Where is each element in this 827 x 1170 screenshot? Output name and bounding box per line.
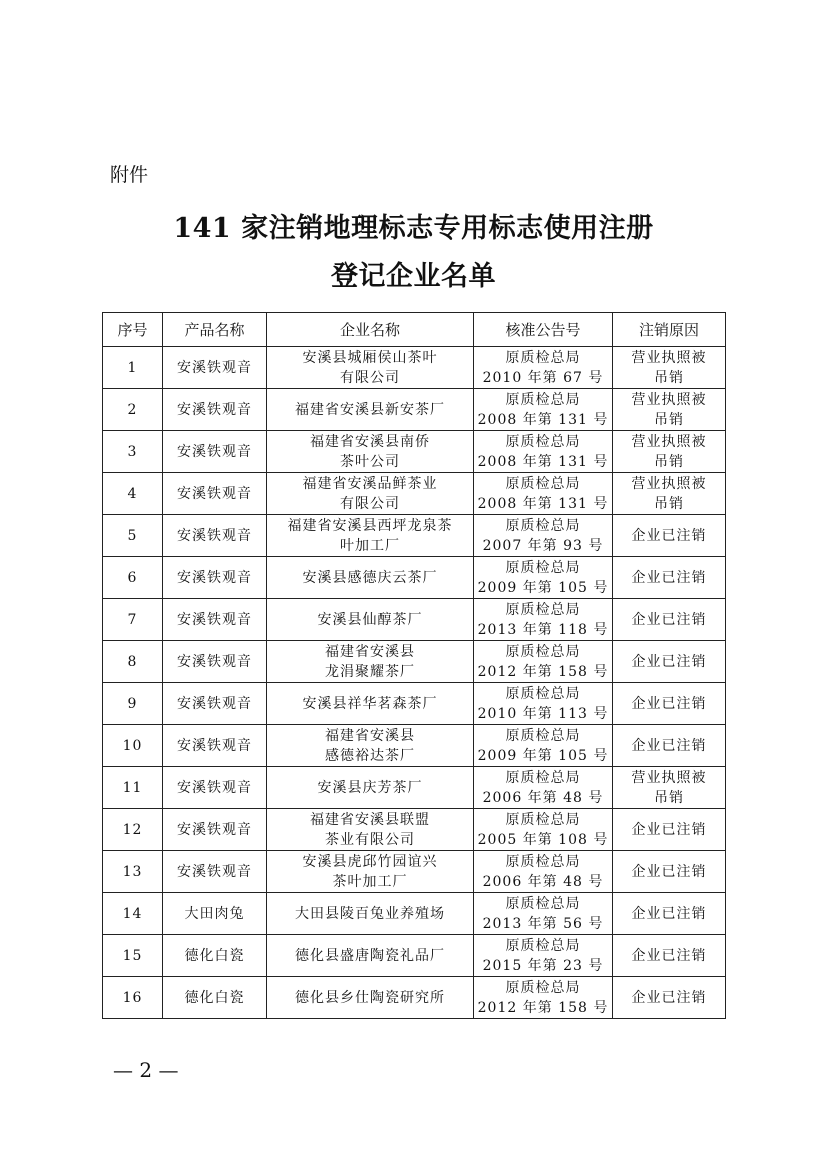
- header-company: 企业名称: [267, 313, 474, 347]
- cell-company: [267, 977, 474, 1019]
- cell-serial: 14: [103, 893, 163, 935]
- cell-reason-line: 企业已注销: [631, 905, 707, 922]
- cell-serial: 13: [103, 851, 163, 893]
- cell-notice: [474, 809, 613, 851]
- cell-company: [267, 473, 474, 515]
- cell-notice-line: 原质检总局: [505, 601, 581, 618]
- cell-reason-line: 企业已注销: [631, 821, 707, 838]
- cell-notice: [474, 389, 613, 431]
- document-title-line-2: 登记企业名单: [331, 261, 496, 292]
- cell-notice-line: 2013 年第 118 号: [477, 621, 609, 638]
- table-row: [103, 473, 726, 515]
- cell-company: [267, 515, 474, 557]
- cell-company-line: 德化县乡仕陶瓷研究所: [295, 989, 445, 1006]
- cell-company: [267, 431, 474, 473]
- cell-company: [267, 347, 474, 389]
- cell-product: 安溪铁观音: [163, 473, 267, 515]
- cell-product: 德化白瓷: [163, 935, 267, 977]
- cell-notice-line: 2008 年第 131 号: [477, 495, 609, 512]
- cell-product: 德化白瓷: [163, 977, 267, 1019]
- cell-notice: [474, 515, 613, 557]
- registration-table: [102, 312, 726, 1019]
- cell-reason: [613, 515, 726, 557]
- cell-reason: [613, 347, 726, 389]
- cell-notice-line: 原质检总局: [505, 727, 581, 744]
- cell-reason-line: 营业执照被: [631, 349, 707, 366]
- cell-serial: 8: [103, 641, 163, 683]
- cell-company: [267, 557, 474, 599]
- cell-notice-line: 2008 年第 131 号: [477, 453, 609, 470]
- cell-company-line: 大田县陵百兔业养殖场: [295, 905, 445, 922]
- cell-reason: [613, 935, 726, 977]
- table-row: [103, 641, 726, 683]
- table-body: [103, 347, 726, 1019]
- cell-company-line: 有限公司: [340, 495, 400, 512]
- table-row: [103, 557, 726, 599]
- cell-notice: [474, 473, 613, 515]
- cell-reason: [613, 725, 726, 767]
- cell-reason-line: 营业执照被: [631, 391, 707, 408]
- cell-notice-line: 原质检总局: [505, 811, 581, 828]
- cell-product: 安溪铁观音: [163, 347, 267, 389]
- cell-product: 安溪铁观音: [163, 515, 267, 557]
- cell-serial: 16: [103, 977, 163, 1019]
- cell-reason: [613, 683, 726, 725]
- cell-reason: [613, 851, 726, 893]
- cell-product: 大田肉兔: [163, 893, 267, 935]
- cell-notice-line: 2007 年第 93 号: [482, 537, 604, 554]
- table-row: [103, 347, 726, 389]
- attachment-label: 附件: [110, 164, 149, 186]
- cell-notice: [474, 851, 613, 893]
- cell-notice: [474, 641, 613, 683]
- cell-company-line: 安溪县祥华茗森茶厂: [302, 695, 438, 712]
- cell-company-line: 德化县盛唐陶瓷礼品厂: [295, 947, 445, 964]
- cell-company-line: 茶业有限公司: [325, 831, 415, 848]
- cell-reason: [613, 767, 726, 809]
- cell-reason-line: 吊销: [654, 369, 684, 386]
- cell-serial: 6: [103, 557, 163, 599]
- cell-company: [267, 809, 474, 851]
- cell-serial: 2: [103, 389, 163, 431]
- cell-notice: [474, 599, 613, 641]
- cell-serial: 5: [103, 515, 163, 557]
- cell-notice-line: 原质检总局: [505, 685, 581, 702]
- table-row: [103, 725, 726, 767]
- cell-product: 安溪铁观音: [163, 389, 267, 431]
- cell-notice-line: 原质检总局: [505, 979, 581, 996]
- cell-notice-line: 原质检总局: [505, 517, 581, 534]
- table-row: [103, 767, 726, 809]
- cell-company: [267, 935, 474, 977]
- cell-reason: [613, 977, 726, 1019]
- cell-notice: [474, 431, 613, 473]
- cell-reason: [613, 431, 726, 473]
- cell-reason: [613, 473, 726, 515]
- cell-notice-line: 2013 年第 56 号: [482, 915, 604, 932]
- cell-reason-line: 企业已注销: [631, 989, 707, 1006]
- cell-reason-line: 企业已注销: [631, 611, 707, 628]
- cell-notice-line: 2008 年第 131 号: [477, 411, 609, 428]
- cell-notice-line: 2010 年第 67 号: [482, 369, 604, 386]
- cell-notice-line: 2005 年第 108 号: [477, 831, 609, 848]
- header-notice: 核准公告号: [474, 313, 613, 347]
- cell-reason: [613, 599, 726, 641]
- cell-product: 安溪铁观音: [163, 725, 267, 767]
- cell-notice-line: 原质检总局: [505, 391, 581, 408]
- cell-serial: 15: [103, 935, 163, 977]
- cell-reason-line: 企业已注销: [631, 863, 707, 880]
- cell-notice-line: 2009 年第 105 号: [477, 747, 609, 764]
- cell-company-line: 安溪县仙醇茶厂: [317, 611, 423, 628]
- cell-reason-line: 营业执照被: [631, 769, 707, 786]
- table-row: [103, 599, 726, 641]
- cell-company-line: 福建省安溪县: [325, 727, 415, 744]
- cell-company: [267, 683, 474, 725]
- cell-company-line: 龙涓聚耀茶厂: [325, 663, 415, 680]
- cell-notice-line: 原质检总局: [505, 643, 581, 660]
- cell-company: [267, 893, 474, 935]
- cell-serial: 9: [103, 683, 163, 725]
- cell-product: 安溪铁观音: [163, 599, 267, 641]
- cell-company-line: 福建省安溪县西坪龙泉茶: [287, 517, 453, 534]
- page-number: — 2 —: [113, 1058, 179, 1082]
- cell-notice: [474, 935, 613, 977]
- cell-company-line: 福建省安溪县新安茶厂: [295, 401, 445, 418]
- cell-product: 安溪铁观音: [163, 431, 267, 473]
- cell-reason-line: 企业已注销: [631, 947, 707, 964]
- cell-reason: [613, 809, 726, 851]
- header-product: 产品名称: [163, 313, 267, 347]
- cell-reason: [613, 557, 726, 599]
- cell-notice: [474, 347, 613, 389]
- header-reason: 注销原因: [613, 313, 726, 347]
- cell-notice: [474, 893, 613, 935]
- cell-reason-line: 营业执照被: [631, 475, 707, 492]
- cell-reason: [613, 389, 726, 431]
- table-row: [103, 935, 726, 977]
- table-row: [103, 683, 726, 725]
- cell-company-line: 福建省安溪县联盟: [310, 811, 430, 828]
- cell-notice-line: 原质检总局: [505, 895, 581, 912]
- cell-notice: [474, 557, 613, 599]
- cell-serial: 3: [103, 431, 163, 473]
- cell-reason: [613, 893, 726, 935]
- cell-company-line: 福建省安溪县南侨: [310, 433, 430, 450]
- cell-notice-line: 2006 年第 48 号: [482, 873, 604, 890]
- cell-notice-line: 2012 年第 158 号: [477, 663, 609, 680]
- cell-reason-line: 企业已注销: [631, 737, 707, 754]
- cell-company: [267, 725, 474, 767]
- table-row: [103, 431, 726, 473]
- cell-company-line: 茶叶公司: [340, 453, 400, 470]
- table-row: [103, 515, 726, 557]
- cell-company-line: 安溪县庆芳茶厂: [317, 779, 423, 796]
- cell-company: [267, 599, 474, 641]
- header-serial: 序号: [103, 313, 163, 347]
- cell-notice-line: 原质检总局: [505, 937, 581, 954]
- cell-company-line: 茶叶加工厂: [332, 873, 408, 890]
- cell-notice-line: 2012 年第 158 号: [477, 999, 609, 1016]
- cell-serial: 12: [103, 809, 163, 851]
- cell-notice: [474, 767, 613, 809]
- table-row: [103, 977, 726, 1019]
- cell-serial: 11: [103, 767, 163, 809]
- cell-company-line: 福建省安溪县: [325, 643, 415, 660]
- cell-serial: 1: [103, 347, 163, 389]
- document-title-line-1: 141 家注销地理标志专用标志使用注册: [173, 213, 654, 244]
- cell-notice-line: 2015 年第 23 号: [482, 957, 604, 974]
- cell-reason-line: 企业已注销: [631, 569, 707, 586]
- cell-notice: [474, 725, 613, 767]
- table-row: [103, 851, 726, 893]
- cell-notice-line: 原质检总局: [505, 433, 581, 450]
- cell-product: 安溪铁观音: [163, 557, 267, 599]
- cell-notice-line: 原质检总局: [505, 559, 581, 576]
- cell-reason: [613, 641, 726, 683]
- table-row: [103, 893, 726, 935]
- cell-reason-line: 吊销: [654, 495, 684, 512]
- cell-product: 安溪铁观音: [163, 683, 267, 725]
- cell-reason-line: 企业已注销: [631, 695, 707, 712]
- cell-serial: 7: [103, 599, 163, 641]
- cell-notice-line: 2010 年第 113 号: [477, 705, 609, 722]
- cell-reason-line: 企业已注销: [631, 527, 707, 544]
- cell-company-line: 感德裕达茶厂: [325, 747, 415, 764]
- cell-product: 安溪铁观音: [163, 851, 267, 893]
- cell-notice-line: 原质检总局: [505, 853, 581, 870]
- table-row: [103, 389, 726, 431]
- cell-company: [267, 851, 474, 893]
- cell-company-line: 有限公司: [340, 369, 400, 386]
- cell-notice-line: 原质检总局: [505, 349, 581, 366]
- cell-serial: 4: [103, 473, 163, 515]
- cell-company-line: 福建省安溪品鲜茶业: [302, 475, 438, 492]
- cell-reason-line: 企业已注销: [631, 653, 707, 670]
- cell-product: 安溪铁观音: [163, 641, 267, 683]
- cell-reason-line: 吊销: [654, 453, 684, 470]
- cell-company-line: 安溪县感德庆云茶厂: [302, 569, 438, 586]
- cell-reason-line: 吊销: [654, 789, 684, 806]
- cell-company-line: 安溪县城厢侯山茶叶: [302, 349, 438, 366]
- cell-company: [267, 389, 474, 431]
- cell-product: 安溪铁观音: [163, 809, 267, 851]
- cell-product: 安溪铁观音: [163, 767, 267, 809]
- cell-notice-line: 2006 年第 48 号: [482, 789, 604, 806]
- cell-company-line: 叶加工厂: [340, 537, 400, 554]
- cell-serial: 10: [103, 725, 163, 767]
- cell-notice-line: 2009 年第 105 号: [477, 579, 609, 596]
- cell-company: [267, 641, 474, 683]
- cell-company: [267, 767, 474, 809]
- cell-notice-line: 原质检总局: [505, 475, 581, 492]
- table-row: [103, 809, 726, 851]
- table-header-row: [103, 313, 726, 347]
- cell-notice: [474, 683, 613, 725]
- cell-company-line: 安溪县虎邱竹园谊兴: [302, 853, 438, 870]
- cell-reason-line: 营业执照被: [631, 433, 707, 450]
- cell-notice-line: 原质检总局: [505, 769, 581, 786]
- cell-reason-line: 吊销: [654, 411, 684, 428]
- cell-notice: [474, 977, 613, 1019]
